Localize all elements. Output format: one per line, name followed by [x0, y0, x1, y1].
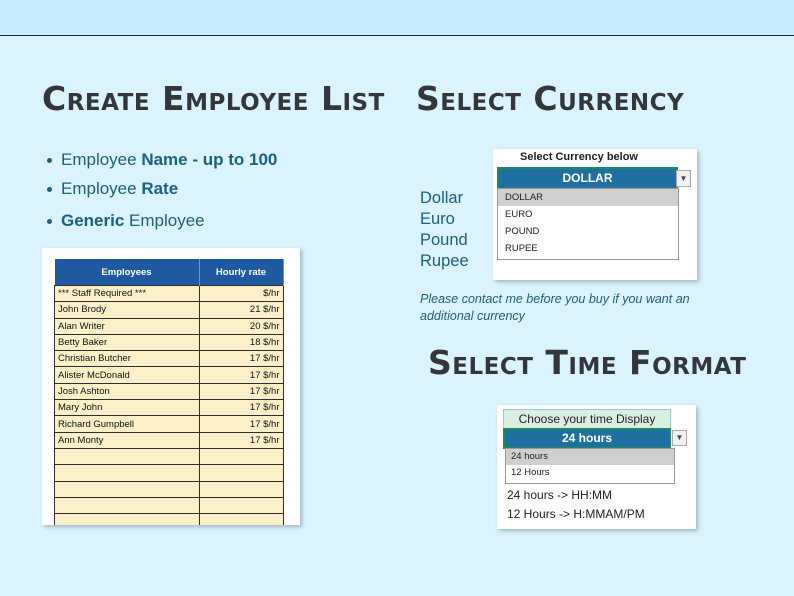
employee-name-cell[interactable]: Alister McDonald: [55, 367, 200, 383]
currency-name: Rupee: [420, 252, 469, 270]
table-row: [55, 318, 284, 334]
table-row: [55, 286, 284, 302]
employee-name-cell[interactable]: [55, 465, 200, 481]
table-row: [55, 302, 284, 318]
hourly-rate-cell[interactable]: 17 $/hr: [199, 367, 283, 383]
employee-list-heading: Create Employee List: [42, 79, 385, 118]
top-banner: [0, 0, 794, 36]
time-selected-cell[interactable]: 24 hours: [503, 428, 671, 449]
hourly-rate-cell[interactable]: 17 $/hr: [199, 416, 283, 432]
employees-column-header: Employees: [55, 259, 200, 286]
table-row: [55, 448, 284, 464]
employee-name-cell[interactable]: *** Staff Required ***: [55, 286, 200, 302]
currency-selected-cell[interactable]: DOLLAR: [497, 167, 678, 190]
hourly-rate-cell[interactable]: [199, 497, 283, 513]
currency-name: Dollar: [420, 189, 464, 207]
hourly-rate-cell[interactable]: 17 $/hr: [199, 432, 283, 448]
employee-name-cell[interactable]: [55, 481, 200, 497]
time-dropdown-button[interactable]: [672, 430, 687, 446]
employee-name-cell[interactable]: Richard Gumpbell: [55, 416, 200, 432]
hourly-rate-cell[interactable]: 20 $/hr: [199, 318, 283, 334]
currency-heading: Select Currency: [416, 79, 685, 118]
hourly-rate-cell[interactable]: [199, 448, 283, 464]
currency-dropdown-button[interactable]: [676, 170, 691, 187]
currency-dropdown-screenshot: [493, 149, 697, 280]
currency-names-list: [420, 188, 469, 272]
bullet-name: Employee Name - up to 100: [47, 148, 277, 172]
hourly-rate-cell[interactable]: 21 $/hr: [199, 302, 283, 318]
currency-option[interactable]: EURO: [505, 209, 533, 220]
time-dropdown-screenshot: [497, 405, 696, 529]
employee-sheet-screenshot: [42, 248, 300, 525]
time-option[interactable]: 12 Hours: [511, 467, 550, 478]
table-row: [55, 351, 284, 367]
currency-option[interactable]: POUND: [505, 226, 540, 237]
currency-options-list: [497, 188, 679, 260]
table-row: [55, 383, 284, 399]
table-row: [55, 432, 284, 448]
hourly-rate-cell[interactable]: 17 $/hr: [199, 351, 283, 367]
time-format-12h: 12 Hours -> H:MMAM/PM: [507, 507, 645, 521]
time-options-list: [505, 448, 675, 484]
employee-name-cell[interactable]: Josh Ashton: [55, 383, 200, 399]
bullet-generic: Generic Employee: [47, 209, 277, 233]
table-row: [55, 497, 284, 513]
employee-name-cell[interactable]: Betty Baker: [55, 334, 200, 350]
time-format-24h: 24 hours -> HH:MM: [507, 488, 613, 502]
hourly-rate-cell[interactable]: 17 $/hr: [199, 400, 283, 416]
currency-note: Please contact me before you buy if you want an additional currency: [420, 292, 690, 323]
feature-bullets: [47, 148, 277, 233]
table-row: [55, 334, 284, 350]
table-row: [55, 465, 284, 481]
currency-name: Pound: [420, 231, 468, 249]
time-widget-title: Choose your time Display: [503, 409, 671, 429]
hourly-rate-cell[interactable]: 18 $/hr: [199, 334, 283, 350]
employee-name-cell[interactable]: John Brody: [55, 302, 200, 318]
employee-name-cell[interactable]: Alan Writer: [55, 318, 200, 334]
employee-name-cell[interactable]: [55, 514, 200, 525]
table-row: [55, 416, 284, 432]
time-option[interactable]: 24 hours: [506, 449, 674, 465]
employee-name-cell[interactable]: Ann Monty: [55, 432, 200, 448]
hourly-rate-cell[interactable]: [199, 465, 283, 481]
time-format-heading: Select Time Format: [428, 343, 747, 382]
table-row: [55, 400, 284, 416]
employee-name-cell[interactable]: Christian Butcher: [55, 351, 200, 367]
currency-widget-title: Select Currency below: [520, 151, 638, 163]
bullet-rate: Employee Rate: [47, 177, 277, 201]
employee-name-cell[interactable]: Mary John: [55, 400, 200, 416]
hourly-rate-cell[interactable]: [199, 481, 283, 497]
hourly-rate-cell[interactable]: 17 $/hr: [199, 383, 283, 399]
employee-table-body: [55, 286, 284, 526]
employee-name-cell[interactable]: [55, 497, 200, 513]
chevron-down-icon: ▼: [675, 433, 684, 442]
hourly-rate-cell[interactable]: [199, 514, 283, 525]
table-row: [55, 367, 284, 383]
hourly-rate-cell[interactable]: $/hr: [199, 286, 283, 302]
table-row: [55, 514, 284, 525]
table-row: [55, 481, 284, 497]
employee-name-cell[interactable]: [55, 448, 200, 464]
currency-option[interactable]: DOLLAR: [498, 189, 678, 206]
chevron-down-icon: ▼: [679, 174, 688, 183]
hourly-rate-column-header: Hourly rate: [199, 259, 283, 286]
currency-option[interactable]: RUPEE: [505, 243, 538, 254]
currency-name: Euro: [420, 210, 455, 228]
employee-table: [54, 259, 284, 525]
